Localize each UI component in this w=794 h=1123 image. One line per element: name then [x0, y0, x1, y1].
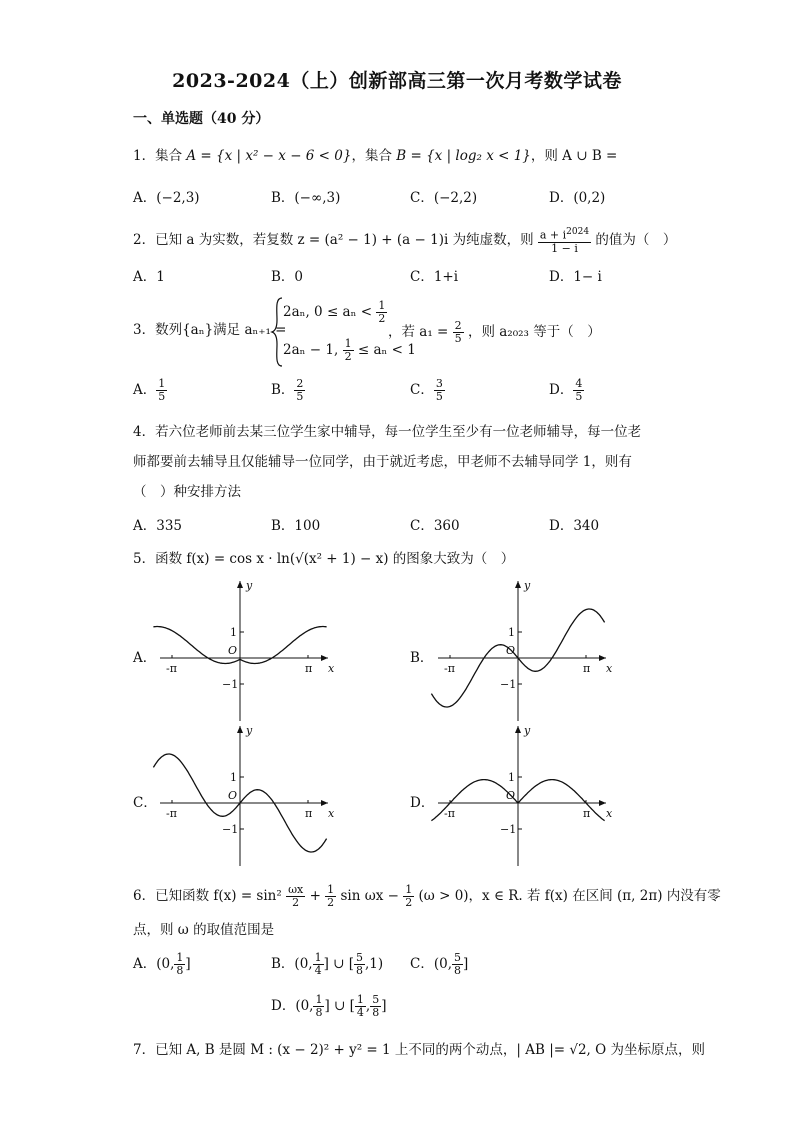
- q6-option-c[interactable]: [410, 952, 468, 977]
- y-axis-label: y: [524, 724, 531, 737]
- q3-brace: [270, 296, 284, 368]
- q5-graph-b[interactable]: [428, 575, 618, 725]
- q3-opt-d-den: 5: [575, 390, 583, 403]
- q6-frac-2: [325, 884, 336, 909]
- x-axis-arrow: [321, 800, 328, 806]
- q6-option-d[interactable]: [271, 994, 387, 1019]
- q3-option-b[interactable]: [271, 378, 305, 403]
- q6-opt-b-frac-2: [354, 952, 365, 977]
- origin-label: O: [506, 789, 516, 802]
- q6-frac-1: [286, 884, 305, 909]
- q5-graph-d[interactable]: [428, 720, 618, 870]
- q3-text-3: ，则 a₂₀₂₃ 等于（ ）: [467, 324, 601, 340]
- q2-frac-num: a + i: [539, 228, 567, 242]
- q3-half2-den: 2: [344, 350, 352, 363]
- q3-opt-d-frac: [573, 378, 584, 403]
- q3-option-c[interactable]: [410, 378, 445, 403]
- q6-opt-c-text: (0,: [433, 956, 452, 972]
- q1-text-2: ，集合: [351, 148, 397, 164]
- q6-opt-c-frac: [452, 952, 463, 977]
- q3-opt-d-num: 4: [575, 377, 583, 390]
- q6-opt-d-frac-2: [355, 994, 366, 1019]
- q4-option-a[interactable]: A．335: [133, 518, 183, 534]
- q7-text: 7．已知 A, B 是圆 M : (x − 2)² + y² = 1 上不同的两个动点，| AB |= √2, O 为坐标原点，则: [133, 1042, 706, 1058]
- q2-frac-den: 1 − i: [551, 241, 578, 255]
- q6-opt-d-num3: 5: [372, 993, 380, 1006]
- q3-a1-den: 5: [454, 332, 462, 345]
- tick-label-pi: π: [305, 807, 313, 820]
- q1-num: 1．: [133, 148, 156, 164]
- q6-opt-a-den: 8: [176, 964, 184, 977]
- q6-opt-b-frac-1: [313, 952, 324, 977]
- q6-opt-a-frac: [174, 952, 185, 977]
- q6-opt-a-num: 1: [176, 951, 184, 964]
- q6-opt-d-num2: 1: [356, 993, 364, 1006]
- tick-label-neg-pi: -π: [166, 807, 177, 820]
- tick-label-pi: π: [583, 662, 591, 675]
- q6-opt-c-num: 5: [454, 951, 461, 964]
- tick-label-neg-one: −1: [500, 678, 517, 691]
- y-axis-arrow: [515, 581, 521, 588]
- q3-a1-frac: [453, 320, 464, 345]
- tick-label-neg-one: −1: [222, 678, 239, 691]
- section-heading: 一、单选题（40 分）: [133, 111, 270, 127]
- q6-opt-d-mid: ] ∪ [: [324, 998, 355, 1014]
- q3-a1-num: 2: [454, 319, 462, 332]
- q6-opt-d-den2: 4: [356, 1006, 364, 1019]
- q6-opt-c-label: C．: [410, 956, 434, 972]
- q6-opt-c-den: 8: [454, 964, 461, 977]
- q4-option-b[interactable]: B．100: [271, 518, 321, 534]
- q5-graph-c[interactable]: [150, 720, 340, 870]
- q6-opt-b-den1: 4: [314, 964, 322, 977]
- q6-frac1-num: ωx: [288, 883, 304, 896]
- x-axis-arrow: [321, 655, 328, 661]
- q4-line-2: 师都要前去辅导且仅能辅导一位同学，由于就近考虑，甲老师不去辅导同学 1，则有: [133, 454, 632, 470]
- q6-opt-c-end: ]: [463, 956, 469, 972]
- q3-opt-c-label: C．: [410, 382, 434, 398]
- tick-label-neg-pi: -π: [444, 662, 455, 675]
- q6-frac3-den: 2: [405, 896, 413, 909]
- q3-case-1: [283, 300, 387, 325]
- q1-set-b: B = {x | log₂ x < 1}: [396, 148, 531, 164]
- q6-text-2: +: [309, 888, 321, 904]
- q3-opt-d-label: D．: [549, 382, 574, 398]
- q1-option-d[interactable]: D．(0,2): [549, 190, 606, 206]
- x-axis-label: x: [606, 807, 613, 820]
- q3-case-2-half: [343, 338, 354, 363]
- y-axis-arrow: [237, 726, 243, 733]
- q3-case-2-text: 2aₙ − 1,: [283, 342, 339, 358]
- tick-label-neg-pi: -π: [166, 662, 177, 675]
- q4-line-1: 4．若六位老师前去某三位学生家中辅导，每一位学生至少有一位老师辅导，每一位老: [133, 424, 642, 440]
- q6-opt-b-den2: 8: [356, 964, 364, 977]
- question-2: [133, 226, 676, 255]
- q6-text-3: sin ωx −: [340, 888, 399, 904]
- x-axis-arrow: [599, 655, 606, 661]
- q6-frac1-den: 2: [292, 896, 300, 909]
- q3-case-2b-text: ≤ aₙ < 1: [357, 342, 416, 358]
- q2-option-b[interactable]: B．0: [271, 269, 304, 285]
- tick-label-neg-one: −1: [500, 823, 517, 836]
- tick-label-one: 1: [230, 771, 237, 784]
- q6-line-2: 点，则 ω 的取值范围是: [133, 922, 275, 938]
- q6-opt-a-text: (0,: [156, 956, 175, 972]
- q6-opt-b-text: (0,: [294, 956, 313, 972]
- question-1: [133, 146, 617, 166]
- q6-opt-d-frac-3: [370, 994, 381, 1019]
- q3-opt-c-den: 5: [435, 390, 443, 403]
- q5-option-a-label[interactable]: A．: [133, 650, 157, 666]
- tick-label-pi: π: [305, 662, 313, 675]
- q2-text-2: 的值为（ ）: [595, 231, 677, 248]
- q3-case-1-text: 2aₙ, 0 ≤ aₙ <: [283, 304, 373, 320]
- q2-option-a[interactable]: A．1: [133, 269, 165, 285]
- q6-opt-d-sep: ,: [365, 998, 371, 1014]
- tick-label-neg-one: −1: [222, 823, 239, 836]
- q3-option-d[interactable]: [549, 378, 584, 403]
- q1-option-b[interactable]: B．(−∞,3): [271, 190, 341, 206]
- q3-opt-b-den: 5: [296, 390, 304, 403]
- q6-opt-d-den3: 8: [372, 1006, 380, 1019]
- q1-text-3: ，则 A ∪ B =: [530, 148, 618, 164]
- q6-opt-b-num1: 1: [314, 951, 322, 964]
- q3-opt-a-label: A．: [133, 382, 157, 398]
- q3-text-1: 3．数列{aₙ}满足 aₙ₊₁ =: [133, 322, 287, 338]
- y-axis-arrow: [237, 581, 243, 588]
- q3-opt-c-frac: [434, 378, 445, 403]
- tick-label-neg-pi: -π: [444, 807, 455, 820]
- q3-text-2: ，若 a₁ =: [388, 324, 449, 340]
- q3-opt-a-den: 5: [158, 390, 166, 403]
- x-axis-label: x: [606, 662, 613, 675]
- origin-label: O: [506, 644, 516, 657]
- x-axis-label: x: [328, 662, 335, 675]
- y-axis-label: y: [246, 724, 253, 737]
- q5-text: 5．函数 f(x) = cos x · ln(√(x² + 1) − x) 的图象大致为（ ）: [133, 551, 515, 567]
- q6-option-a[interactable]: [133, 952, 191, 977]
- q6-frac2-num: 1: [327, 883, 335, 896]
- q3-opt-b-frac: [294, 378, 305, 403]
- y-axis-label: y: [524, 579, 531, 592]
- y-axis-arrow: [515, 726, 521, 733]
- x-axis-label: x: [328, 807, 335, 820]
- q3-opt-b-label: B．: [271, 382, 295, 398]
- q5-option-d-label[interactable]: D．: [410, 795, 435, 811]
- q2-text-1: 2．已知 a 为实数，若复数 z = (a² − 1) + (a − 1)i 为纯虚数，则: [133, 231, 534, 248]
- q3-opt-b-num: 2: [296, 377, 304, 390]
- q6-opt-b-end: ,1): [365, 956, 384, 972]
- q3-option-a[interactable]: [133, 378, 167, 403]
- q5-option-b-label[interactable]: B．: [410, 650, 434, 666]
- q6-opt-b-label: B．: [271, 956, 295, 972]
- q3-opt-a-num: 1: [158, 377, 166, 390]
- q6-opt-b-num2: 5: [356, 951, 364, 964]
- q3-opt-c-num: 3: [435, 377, 443, 390]
- q3-half-den: 2: [378, 312, 386, 325]
- q6-frac-3: [403, 884, 414, 909]
- q6-opt-b-mid: ] ∪ [: [323, 956, 355, 972]
- question-3: [133, 320, 286, 340]
- q6-opt-a-label: A．: [133, 956, 157, 972]
- tick-label-one: 1: [230, 626, 237, 639]
- q6-frac3-num: 1: [405, 883, 413, 896]
- tick-label-pi: π: [583, 807, 591, 820]
- q6-opt-d-text: (0,: [295, 998, 314, 1014]
- q3-tail: [388, 320, 601, 345]
- q6-text-1: 6．已知函数 f(x) = sin²: [133, 888, 282, 904]
- q6-frac2-den: 2: [327, 896, 335, 909]
- x-axis-arrow: [599, 800, 606, 806]
- q4-option-c[interactable]: C．360: [410, 518, 460, 534]
- q4-option-d[interactable]: D．340: [549, 518, 600, 534]
- q3-half2-num: 1: [344, 337, 352, 350]
- q1-option-c[interactable]: C．(−2,2): [410, 190, 478, 206]
- q2-option-c[interactable]: C．1+i: [410, 269, 459, 285]
- q1-option-a[interactable]: A．(−2,3): [133, 190, 200, 206]
- q6-opt-d-den1: 8: [315, 1006, 323, 1019]
- q3-case-1-half: [376, 300, 387, 325]
- q6-opt-d-label: D．: [271, 998, 296, 1014]
- q6-text-4: (ω > 0)，x ∈ R. 若 f(x) 在区间 (π, 2π) 内没有零: [418, 888, 721, 904]
- q5-option-c-label[interactable]: C．: [133, 795, 157, 811]
- q1-set-a: A = {x | x² − x − 6 < 0}: [186, 148, 352, 164]
- q6-opt-d-frac-1: [313, 994, 324, 1019]
- q5-graph-a[interactable]: [150, 575, 340, 725]
- q3-opt-a-frac: [156, 378, 167, 403]
- tick-label-one: 1: [508, 771, 515, 784]
- q6-opt-d-end: ]: [381, 998, 387, 1014]
- q2-option-d[interactable]: D．1− i: [549, 269, 602, 285]
- question-6: [133, 884, 721, 909]
- page-title: 2023-2024（上）创新部高三第一次月考数学试卷: [172, 70, 622, 92]
- y-axis-label: y: [246, 579, 253, 592]
- q2-fraction: [538, 226, 591, 255]
- q6-opt-a-end: ]: [185, 956, 191, 972]
- tick-label-one: 1: [508, 626, 515, 639]
- origin-label: O: [228, 644, 238, 657]
- q6-opt-d-num1: 1: [315, 993, 323, 1006]
- q4-line-3: （ ）种安排方法: [133, 484, 241, 500]
- q2-frac-exp: 2024: [566, 227, 590, 237]
- origin-label: O: [228, 789, 238, 802]
- q1-text-1: 集合: [155, 148, 187, 164]
- q6-option-b[interactable]: [271, 952, 383, 977]
- q3-half-num: 1: [378, 299, 386, 312]
